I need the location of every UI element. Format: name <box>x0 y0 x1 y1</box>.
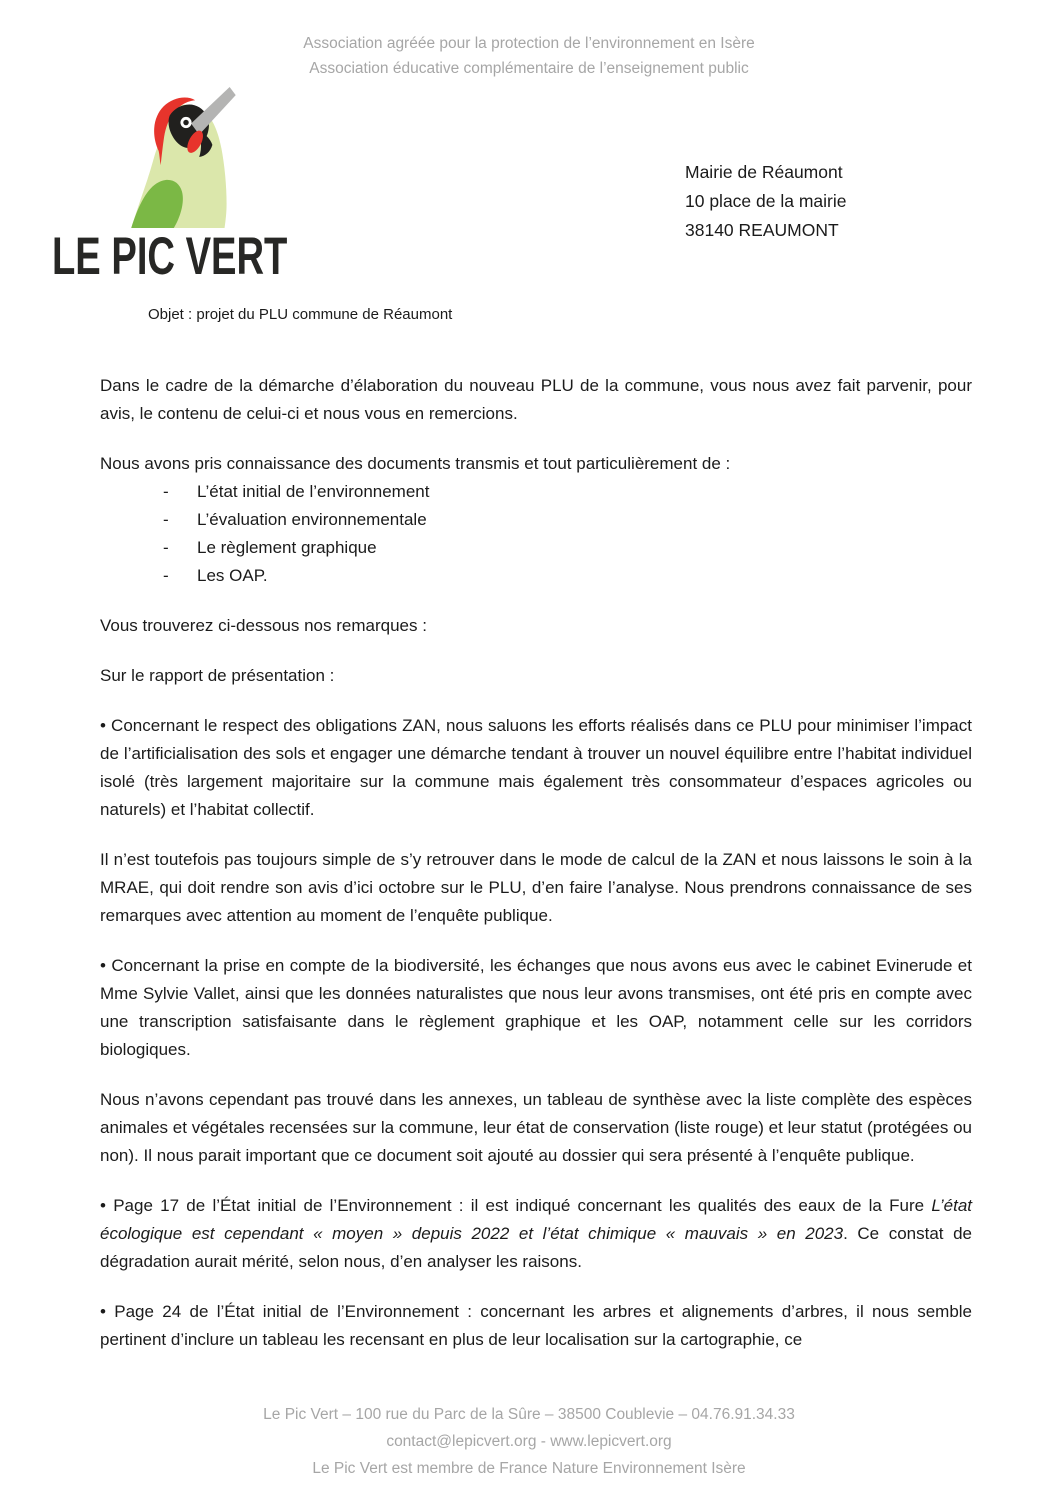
paragraph-rapport-heading: Sur le rapport de présentation : <box>100 666 335 685</box>
association-footer <box>0 1401 1058 1482</box>
documents-list <box>100 478 972 590</box>
footer-address-line: Le Pic Vert – 100 rue du Parc de la Sûre – 38500 Coublevie – 04.76.91.34.33 <box>263 1406 795 1423</box>
recipient-city: 38140 REAUMONT <box>685 220 839 240</box>
list-item <box>100 506 972 534</box>
woodpecker-icon <box>128 86 242 228</box>
paragraph-annexes: Nous n’avons cependant pas trouvé dans les annexes, un tableau de synthèse avec la liste complète des espèces animales et végétales recensées sur la commune, leur état de conservation (liste rouge) et leur statut (protégées ou non). Il nous parait important que ce document soit ajouté au dossier qui sera présenté à l’enquête publique. <box>100 1090 972 1165</box>
paragraph-zan: • Concernant le respect des obligations ZAN, nous saluons les efforts réalisés dans ce PLU pour minimiser l’impact de l’artificialisation des sols et engager une démarche tendant à trouver un nouvel équilibre entre l’habitat individuel isolé (très largement majoritaire sur la commune mais également très consommateur d’espaces agricoles ou naturels) et l’habitat collectif. <box>100 716 972 819</box>
list-dash: - <box>163 538 169 557</box>
association-header-line2: Association éducative complémentaire de l’enseignement public <box>309 60 749 77</box>
footer-contact-line: contact@lepicvert.org - www.lepicvert.org <box>386 1433 672 1450</box>
paragraph-remarques: Vous trouverez ci-dessous nos remarques : <box>100 616 427 635</box>
subject-line: Objet : projet du PLU commune de Réaumont <box>148 306 453 323</box>
list-dash: - <box>163 482 169 501</box>
list-item-text: L’évaluation environnementale <box>197 510 427 529</box>
footer-membership-line: Le Pic Vert est membre de France Nature Environnement Isère <box>312 1460 746 1477</box>
list-item-text: Les OAP. <box>197 566 268 585</box>
list-item <box>100 534 972 562</box>
list-dash: - <box>163 510 169 529</box>
list-item-text: Le règlement graphique <box>197 538 377 557</box>
logo-wordmark: LE PIC VERT <box>52 227 288 286</box>
paragraph-intro: Dans le cadre de la démarche d’élaboration du nouveau PLU de la commune, vous nous avez fait parvenir, pour avis, le contenu de celui-ci et nous vous en remercions. <box>100 376 972 423</box>
recipient-address <box>685 158 846 245</box>
paragraph-biodiversite: • Concernant la prise en compte de la biodiversité, les échanges que nous avons eus avec le cabinet Evinerude et Mme Sylvie Vallet, ainsi que les données naturalistes que nous leur avons transmises, ont été pris en compte avec une transcription satisfaisante dans le règlement graphique et les OAP, notamment celle sur les corridors biologiques. <box>100 956 972 1059</box>
recipient-name: Mairie de Réaumont <box>685 162 843 182</box>
paragraph-page17: • Page 17 de l’État initial de l’Environnement : il est indiqué concernant les qualités des eaux de la Fure L’état écologique est cependant « moyen » depuis 2022 et l’état chimique « mauvais » en 2023. Ce constat de dégradation aurait mérité, selon nous, d’en analyser les raisons. <box>100 1196 973 1271</box>
list-item <box>100 478 972 506</box>
lepicvert-logo <box>52 84 288 286</box>
list-item-text: L’état initial de l’environnement <box>197 482 430 501</box>
list-item <box>100 562 972 590</box>
recipient-street: 10 place de la mairie <box>685 191 847 211</box>
association-header <box>0 31 1058 81</box>
letter-body <box>100 372 972 1376</box>
paragraph-mrae: Il n’est toutefois pas toujours simple de s’y retrouver dans le mode de calcul de la ZAN et nous laissons le soin à la MRAE, qui doit rendre son avis d’ici octobre sur le PLU, d’en faire l’analyse. Nous prendrons connaissance de ses remarques avec attention au moment de l’enquête publique. <box>100 850 972 925</box>
paragraph-documents-intro: Nous avons pris connaissance des documents transmis et tout particulièrement de : <box>100 454 731 473</box>
association-header-line1: Association agréée pour la protection de l’environnement en Isère <box>303 35 755 52</box>
paragraph-page24: • Page 24 de l’État initial de l’Environnement : concernant les arbres et alignements d’arbres, il nous semble pertinent d’inclure un tableau les recensant en plus de leur localisation sur la cartographie, ce <box>100 1302 972 1349</box>
list-dash: - <box>163 566 169 585</box>
